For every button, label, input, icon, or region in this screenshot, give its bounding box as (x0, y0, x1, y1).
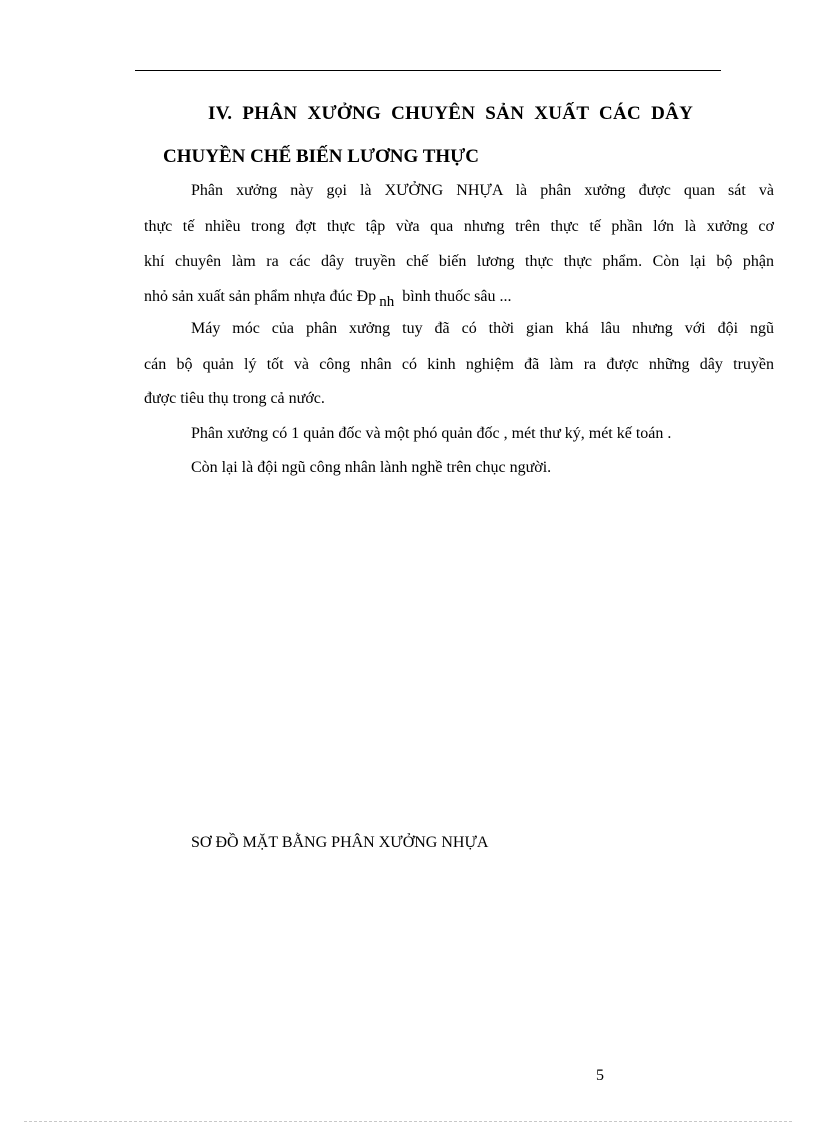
paragraph-1-line-3: khí chuyên làm ra các dây truyền chế biến lương thực thực phẩm. Còn lại bộ phận (144, 253, 774, 270)
paragraph-2-line-3: được tiêu thụ trong cả nước. (144, 390, 325, 407)
page-bottom-border (24, 1121, 792, 1122)
section-heading-line-2: CHUYỀN CHẾ BIẾN LƯƠNG THỰC (163, 146, 479, 167)
paragraph-1-line-4-end: bình thuốc sâu ... (402, 288, 512, 305)
paragraph-3: Phân xưởng có 1 quản đốc và một phó quản đốc , mét thư ký, mét kế toán . (191, 425, 672, 442)
header-rule (135, 70, 721, 71)
paragraph-1-line-2: thực tế nhiều trong đợt thực tập vừa qua nhưng trên thực tế phần lớn là xưởng cơ (144, 218, 774, 235)
subscript-nh: nh (379, 294, 395, 310)
page-number: 5 (596, 1067, 604, 1084)
paragraph-2-line-1: Máy móc của phân xưởng tuy đã có thời gian khá lâu nhưng với đội ngũ (191, 320, 774, 337)
diagram-title: SƠ ĐỒ MẶT BẰNG PHÂN XƯỞNG NHỰA (191, 834, 489, 851)
paragraph-1-line-4-main: nhỏ sản xuất sản phẩm nhựa đúc Đp (144, 288, 377, 305)
section-heading-line-1: IV. PHÂN XƯỞNG CHUYÊN SẢN XUẤT CÁC DÂY (208, 103, 694, 124)
paragraph-4: Còn lại là đội ngũ công nhân lành nghề trên chục người. (191, 459, 552, 476)
paragraph-1-line-1: Phân xưởng này gọi là XƯỞNG NHỰA là phân xưởng được quan sát và (191, 182, 774, 199)
paragraph-2-line-2: cán bộ quản lý tốt và công nhân có kinh nghiệm đã làm ra được những dây truyền (144, 356, 774, 373)
paragraph-1-line-4 (144, 288, 512, 311)
